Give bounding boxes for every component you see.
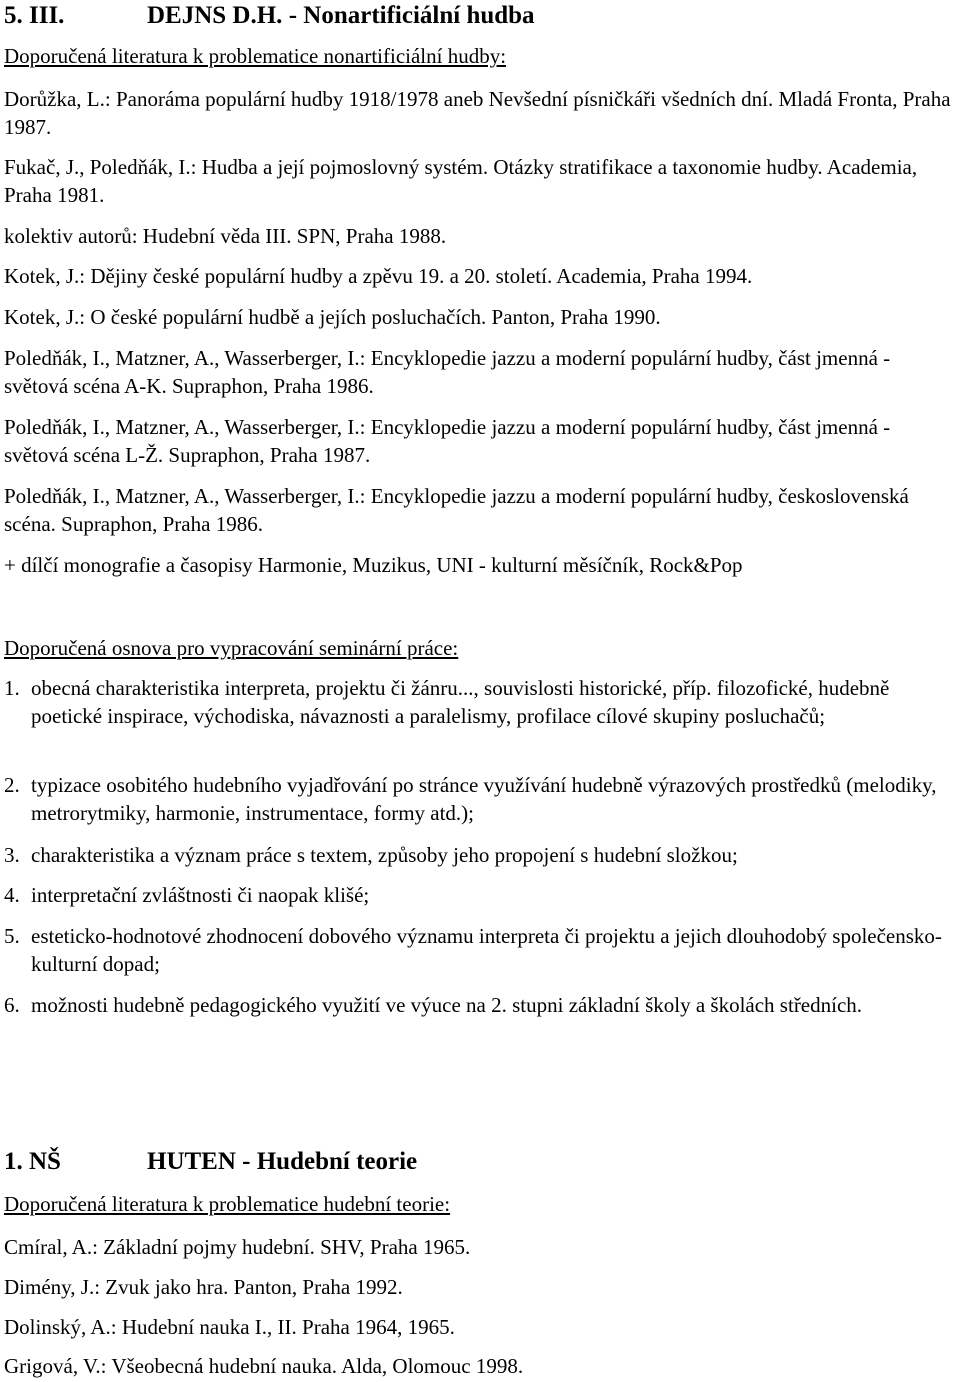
reference-item: Kotek, J.: O české populární hudbě a jejích posluchačích. Panton, Praha 1990. xyxy=(4,305,661,329)
outline-number: 4. xyxy=(4,883,20,907)
section-number: 1. NŠ xyxy=(4,1148,61,1175)
outline-text: typizace osobitého hudebního vyjadřování po stránce využívání hudebně výrazových prostředků (melodiky, metrorytmiky, harmonie, instrumentace, formy atd.); xyxy=(31,773,937,825)
section-code: HUTEN xyxy=(147,1148,236,1175)
reference-item: + dílčí monografie a časopisy Harmonie, Muzikus, UNI - kulturní měsíčník, Rock&Pop xyxy=(4,553,743,577)
section-code: DEJNS D.H. xyxy=(147,2,283,29)
literature-heading: Doporučená literatura k problematice nonartificiální hudby: xyxy=(4,44,507,68)
reference-item: Poledňák, I., Matzner, A., Wasserberger, I.: Encyklopedie jazzu a moderní populární hudby, československá scéna. Supraphon, Praha 1986. xyxy=(4,484,909,536)
outline-text: interpretační zvláštnosti či naopak klišé; xyxy=(31,883,370,907)
outline-text: možnosti hudebně pedagogického využití ve výuce na 2. stupni základní školy a školách středních. xyxy=(31,993,863,1017)
reference-item: Poledňák, I., Matzner, A., Wasserberger, I.: Encyklopedie jazzu a moderní populární hudby, část jmenná - světová scéna A-K. Supraphon, Praha 1986. xyxy=(4,346,891,398)
outline-number: 5. xyxy=(4,924,20,948)
reference-item: Cmíral, A.: Základní pojmy hudební. SHV, Praha 1965. xyxy=(4,1235,471,1259)
section-number: 5. III. xyxy=(4,2,65,29)
reference-item: Grigová, V.: Všeobecná hudební nauka. Alda, Olomouc 1998. xyxy=(4,1354,524,1378)
outline-item xyxy=(4,922,952,978)
reference-item: Poledňák, I., Matzner, A., Wasserberger, I.: Encyklopedie jazzu a moderní populární hudby, část jmenná - světová scéna L-Ž. Supraphon, Praha 1987. xyxy=(4,415,891,467)
outline-item xyxy=(4,991,952,1019)
reference-item: Dolinský, A.: Hudební nauka I., II. Praha 1964, 1965. xyxy=(4,1315,455,1339)
outline-heading: Doporučená osnova pro vypracování seminární práce: xyxy=(4,636,459,660)
outline-item xyxy=(4,841,952,869)
section-title: - Nonartificiální hudba xyxy=(288,2,535,29)
section-heading-2 xyxy=(4,1148,417,1176)
section-title: - Hudební teorie xyxy=(242,1148,418,1175)
outline-item xyxy=(4,674,952,730)
reference-item: Dorůžka, L.: Panoráma populární hudby 1918/1978 aneb Nevšední písničkáři všedních dní. Mladá Fronta, Praha 1987. xyxy=(4,87,951,139)
outline-item xyxy=(4,881,952,909)
outline-text: charakteristika a význam práce s textem, způsoby jeho propojení s hudební složkou; xyxy=(31,843,738,867)
outline-text: obecná charakteristika interpreta, projektu či žánru..., souvislosti historické, příp. filozofické, hudebně poetické inspirace, východiska, návaznosti a paralelismy, profilace cílové skupiny posluchačů; xyxy=(31,676,890,728)
outline-number: 2. xyxy=(4,773,20,797)
outline-number: 3. xyxy=(4,843,20,867)
reference-item: Fukač, J., Poledňák, I.: Hudba a její pojmoslovný systém. Otázky stratifikace a taxonomie hudby. Academia, Praha 1981. xyxy=(4,155,918,207)
outline-number: 1. xyxy=(4,676,20,700)
literature-heading: Doporučená literatura k problematice hudební teorie: xyxy=(4,1192,451,1216)
reference-item: Kotek, J.: Dějiny české populární hudby a zpěvu 19. a 20. století. Academia, Praha 1994. xyxy=(4,264,753,288)
section-heading-1 xyxy=(4,2,535,30)
reference-item: kolektiv autorů: Hudební věda III. SPN, Praha 1988. xyxy=(4,224,447,248)
reference-item: Dimény, J.: Zvuk jako hra. Panton, Praha 1992. xyxy=(4,1275,403,1299)
outline-text: esteticko-hodnotové zhodnocení dobového významu interpreta či projektu a jejich dlouhodobý společensko-kulturní dopad; xyxy=(31,924,942,976)
outline-number: 6. xyxy=(4,993,20,1017)
outline-item xyxy=(4,771,952,827)
